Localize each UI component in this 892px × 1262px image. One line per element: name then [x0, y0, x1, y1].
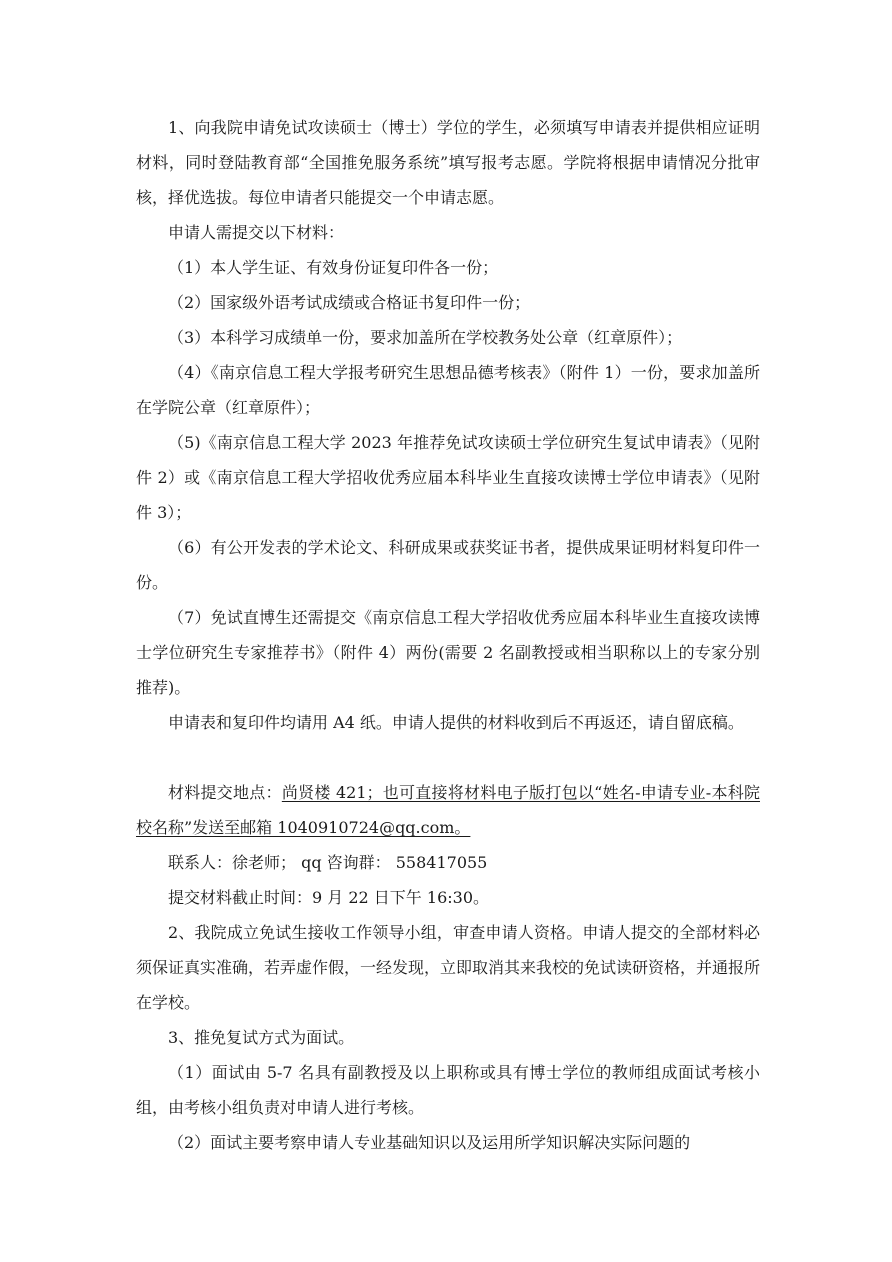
paragraph-item-6: （6）有公开发表的学术论文、科研成果或获奖证书者，提供成果证明材料复印件一份。 [136, 538, 760, 592]
paragraph-contact: 联系人：徐老师； qq 咨询群： 558417055 [168, 853, 488, 872]
paragraph-item-2: （2）国家级外语考试成绩或合格证书复印件一份； [168, 293, 531, 312]
paragraph-item-1: （1）本人学生证、有效身份证复印件各一份； [168, 258, 499, 277]
paragraph-application-rules: 1、向我院申请免试攻读硕士（博士）学位的学生，必须填写申请表并提供相应证明材料，同时登陆教育部“全国推免服务系统”填写报考志愿。学院将根据申请情况分批审核，择优选拔。每位申请者只能提交一个申请志愿。 [136, 118, 760, 207]
paragraph-item-5: （5)《南京信息工程大学 2023 年推荐免试攻读硕士学位研究生复试申请表》（见附件 2）或《南京信息工程大学招收优秀应届本科毕业生直接攻读博士学位申请表》（见附件 3）； [136, 433, 760, 522]
paragraph-item-7: （7）免试直博生还需提交《南京信息工程大学招收优秀应届本科毕业生直接攻读博士学位研究生专家推荐书》（附件 4）两份(需要 2 名副教授或相当职称以上的专家分别推荐)。 [136, 608, 760, 697]
paragraph-item-3: （3）本科学习成绩单一份，要求加盖所在学校教务处公章（红章原件）； [168, 328, 683, 347]
paragraph-item-4: （4）《南京信息工程大学报考研究生思想品德考核表》（附件 1）一份，要求加盖所在学院公章（红章原件）； [136, 363, 760, 417]
paragraph-review-committee: 2、我院成立免试生接收工作领导小组，审查申请人资格。申请人提交的全部材料必须保证真实准确，若弄虚作假，一经发现，立即取消其来我校的免试读研资格，并通报所在学校。 [136, 923, 761, 1012]
paragraph-submission-location [136, 775, 760, 845]
paragraph-interview-content: （2）面试主要考察申请人专业基础知识以及运用所学知识解决实际问题的 [168, 1133, 691, 1152]
paragraph-interview-method: 3、推免复试方式为面试。 [168, 1028, 355, 1047]
paragraph-paper-note: 申请表和复印件均请用 A4 纸。申请人提供的材料收到后不再返还，请自留底稿。 [168, 713, 744, 732]
submission-location-label: 材料提交地点： [168, 783, 282, 802]
paragraph-materials-heading: 申请人需提交以下材料： [168, 223, 345, 242]
submission-location-detail: 尚贤楼 421；也可直接将材料电子版打包以“姓名-申请专业-本科院校名称”发送至邮箱 1040910724@qq.com。 [136, 783, 760, 837]
paragraph-deadline: 提交材料截止时间：9 月 22 日下午 16:30。 [168, 888, 489, 907]
paragraph-interview-panel: （1）面试由 5-7 名具有副教授及以上职称或具有博士学位的教师组成面试考核小组，由考核小组负责对申请人进行考核。 [136, 1063, 760, 1117]
